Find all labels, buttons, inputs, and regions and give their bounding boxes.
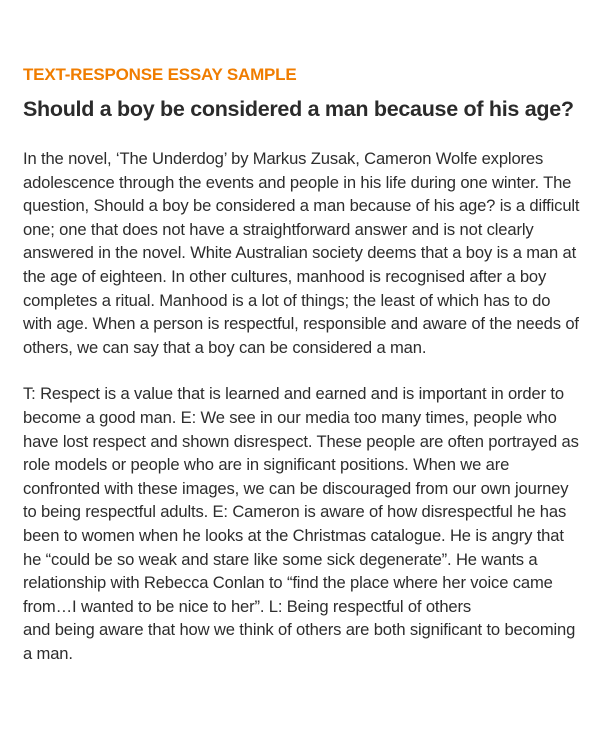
paragraph-body: T: Respect is a value that is learned and earned and is important in order to become a good man. E: We see in our media too many times, people who have lost respect and shown disrespect. These people are often portrayed as role models or people who are in significant positions. When we are confronted with these images, we can be discouraged from our own journey to being respectful adults. E: Cameron is aware of how disrespectful he has been to women when he looks at the Christmas catalogue. He is angry that he “could be so weak and stare like some sick degenerate”. He wants a relationship with Rebecca Conlan to “find the place where her voice came from…I wanted to be nice to her”. L: Being respectful of others and being aware that how we think of others are both significant to becoming a man. <box>23 384 579 663</box>
document-label: TEXT-RESPONSE ESSAY SAMPLE <box>23 65 297 84</box>
document-title: Should a boy be considered a man because of his age? <box>23 97 574 121</box>
paragraph-introduction: In the novel, ‘The Underdog’ by Markus Zusak, Cameron Wolfe explores adolescence through the events and people in his life during one winter. The question, Should a boy be considered a man because of his age? is a difficult one; one that does not have a straightforward answer and is not clearly answered in the novel. White Australian society deems that a boy is a man at the age of eighteen. In other cultures, manhood is recognised after a boy completes a ritual. Manhood is a lot of things; the least of which has to do with age. When a person is respectful, responsible and aware of the needs of others, we can say that a boy can be considered a man. <box>23 149 580 357</box>
